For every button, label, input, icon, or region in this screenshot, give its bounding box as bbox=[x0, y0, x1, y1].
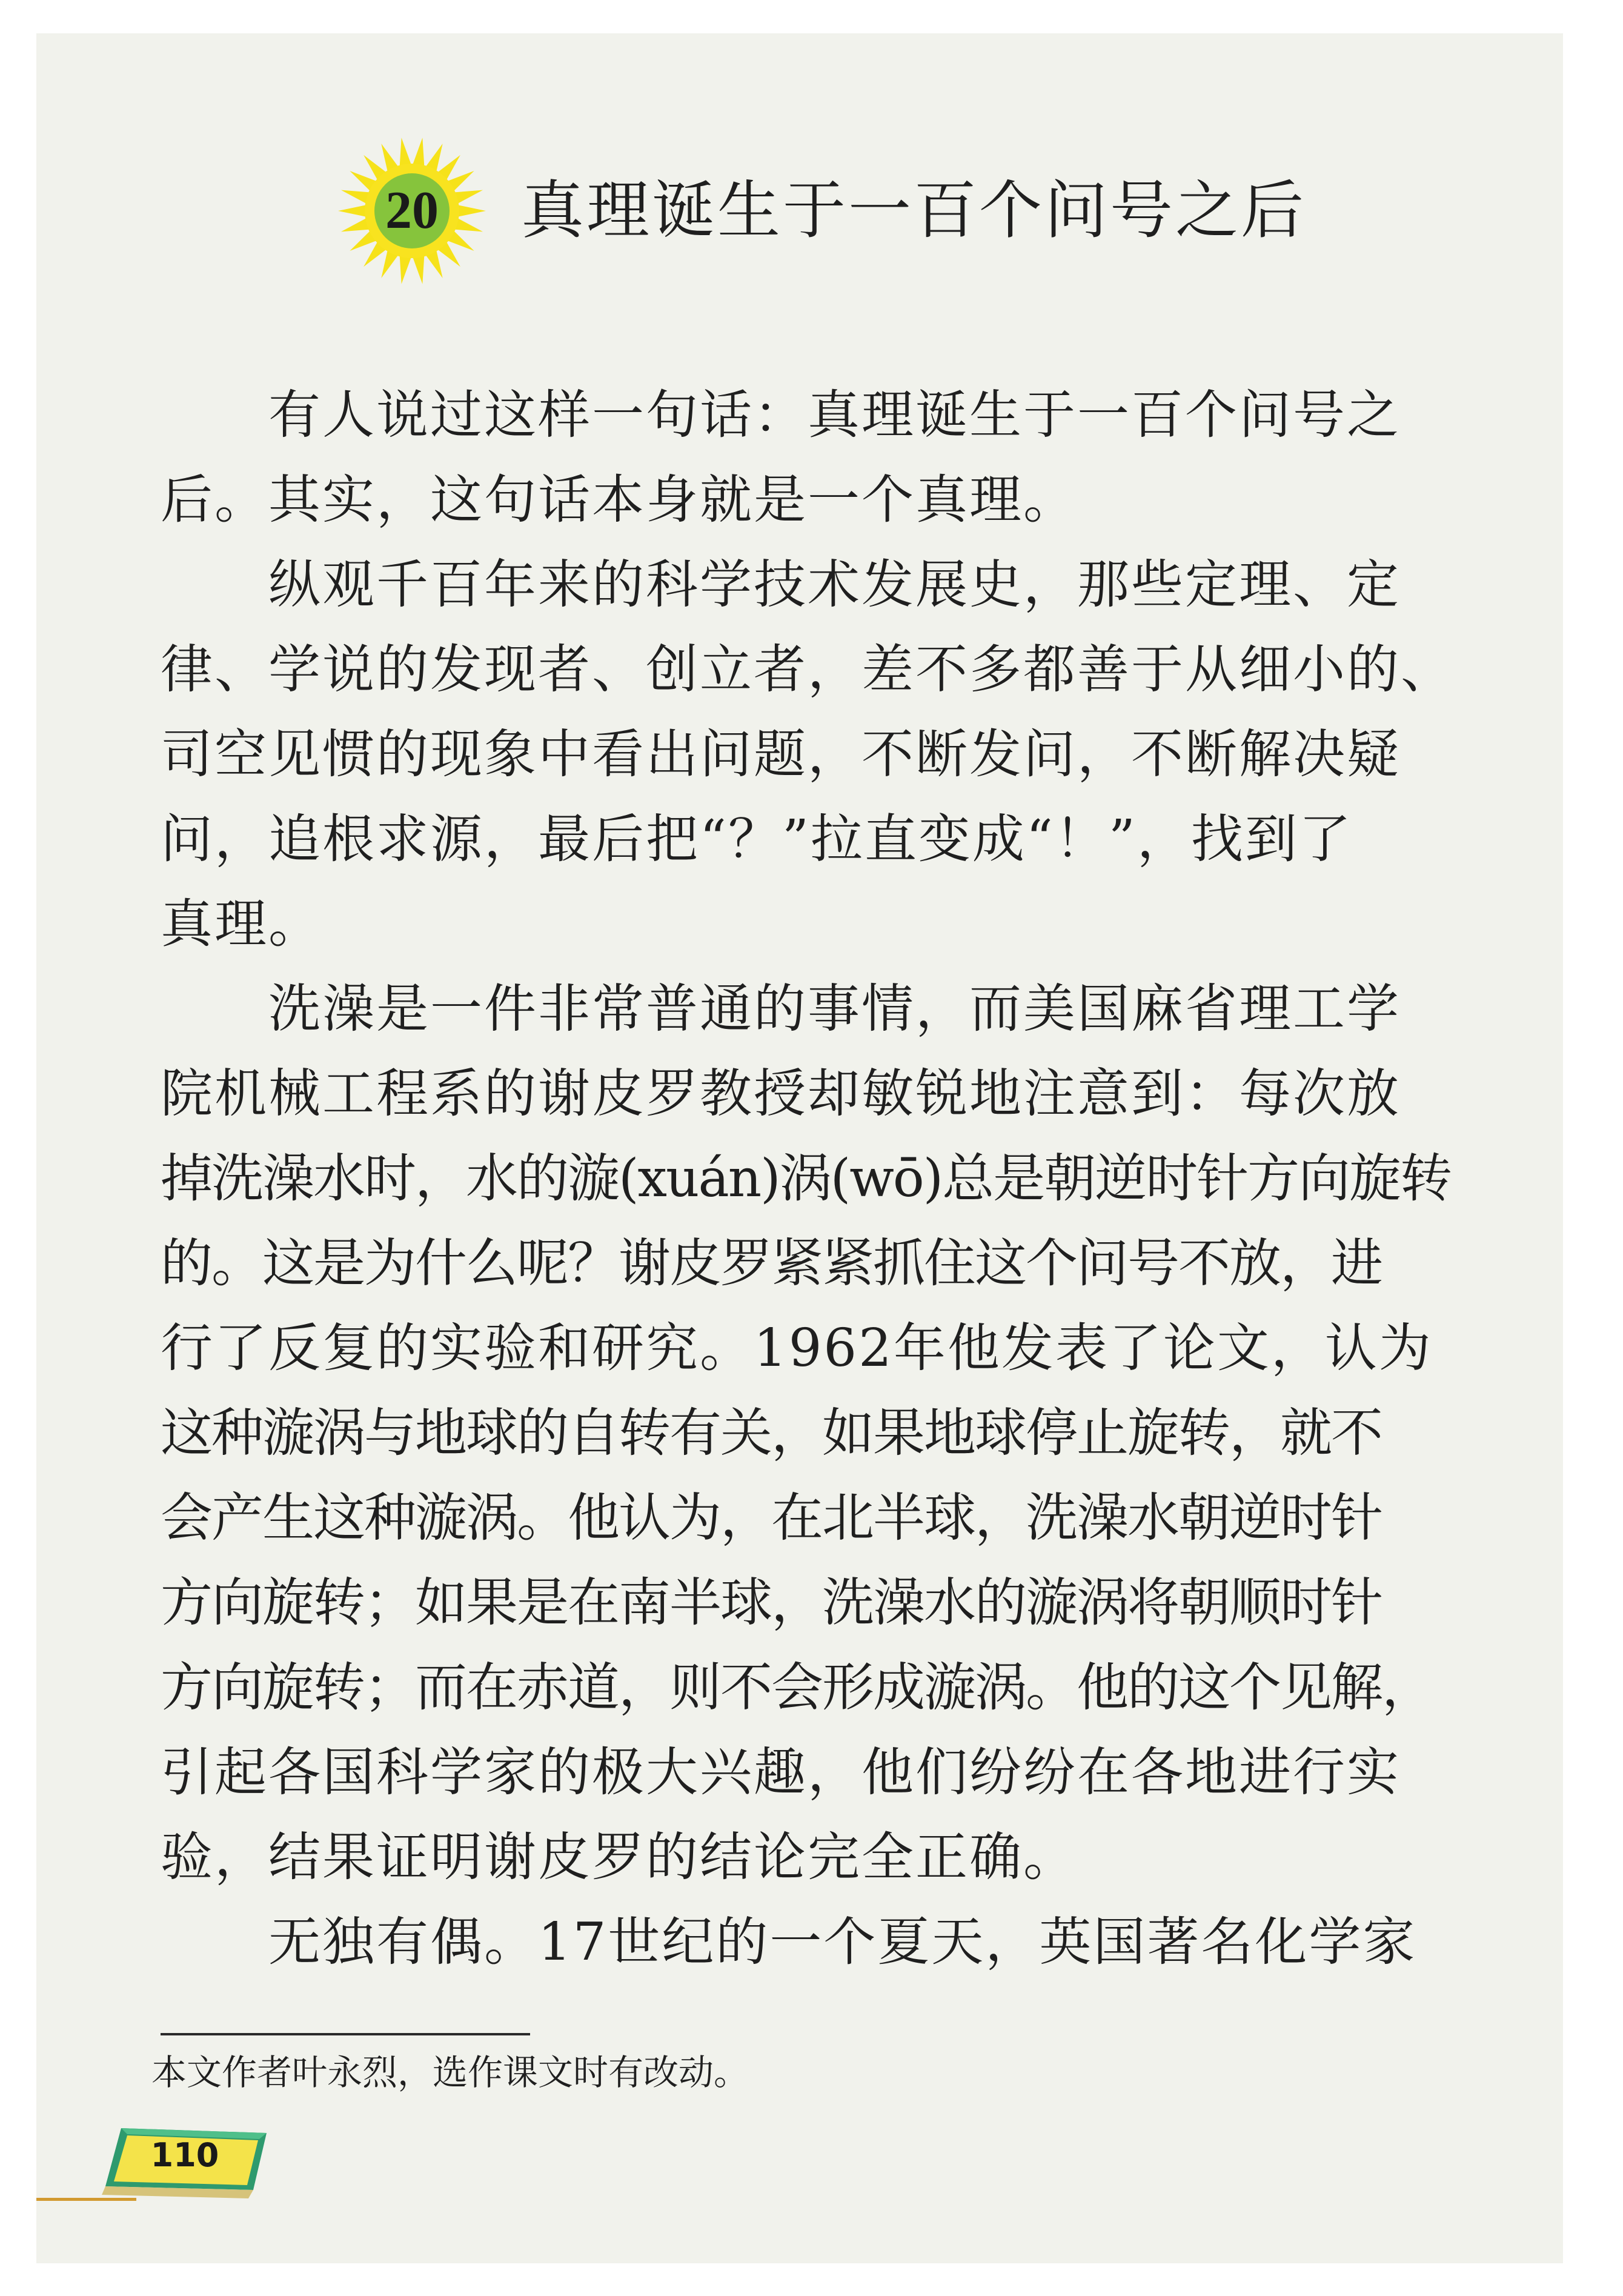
text-line: 的。这是为什么呢？谢皮罗紧紧抓住这个问号不放，进 bbox=[161, 1233, 1382, 1294]
lesson-title: 真理诞生于一百个问号之后 bbox=[521, 173, 1307, 247]
text-line: 司空见惯的现象中看出问题，不断发问，不断解决疑 bbox=[161, 724, 1401, 785]
text-line: 引起各国科学家的极大兴趣，他们纷纷在各地进行实 bbox=[161, 1742, 1401, 1803]
text-line: 方向旋转；而在赤道，则不会形成漩涡。他的这个见解， bbox=[161, 1657, 1433, 1718]
text-line: 行了反复的实验和研究。1962年他发表了论文，认为 bbox=[161, 1318, 1433, 1379]
text-line: 掉洗澡水时，水的漩(xuán)涡(wō)总是朝逆时针方向旋转 bbox=[161, 1148, 1452, 1209]
text-line: 纵观千百年来的科学技术发展史，那些定理、定 bbox=[268, 554, 1401, 615]
text-line: 这种漩涡与地球的自转有关，如果地球停止旋转，就不 bbox=[161, 1403, 1382, 1463]
textbook-page bbox=[36, 33, 1563, 2263]
footer-accent-line bbox=[36, 2198, 136, 2201]
text-line: 洗澡是一件非常普通的事情，而美国麻省理工学 bbox=[268, 979, 1401, 1039]
footnote-divider bbox=[161, 2033, 530, 2035]
text-line: 会产生这种漩涡。他认为，在北半球，洗澡水朝逆时针 bbox=[161, 1488, 1382, 1548]
text-line: 后。其实，这句话本身就是一个真理。 bbox=[161, 470, 1077, 530]
lesson-text bbox=[161, 373, 1524, 1985]
page-number: 110 bbox=[150, 2136, 219, 2174]
footnote: 本文作者叶永烈，选作课文时有改动。 bbox=[151, 2052, 749, 2093]
text-line: 无独有偶。17世纪的一个夏天，英国著名化学家 bbox=[268, 1912, 1417, 1972]
text-line: 真理。 bbox=[161, 894, 322, 954]
text-line: 有人说过这样一句话：真理诞生于一百个问号之 bbox=[268, 385, 1401, 445]
lesson-number: 20 bbox=[385, 181, 439, 240]
text-line: 院机械工程系的谢皮罗教授却敏锐地注意到：每次放 bbox=[161, 1063, 1401, 1124]
text-line: 方向旋转；如果是在南半球，洗澡水的漩涡将朝顺时针 bbox=[161, 1572, 1382, 1633]
text-line: 验，结果证明谢皮罗的结论完全正确。 bbox=[161, 1827, 1077, 1888]
text-line: 律、学说的发现者、创立者，差不多都善于从细小的、 bbox=[161, 639, 1455, 700]
text-line: 问，追根求源，最后把“？”拉直变成“！”，找到了 bbox=[161, 809, 1353, 870]
